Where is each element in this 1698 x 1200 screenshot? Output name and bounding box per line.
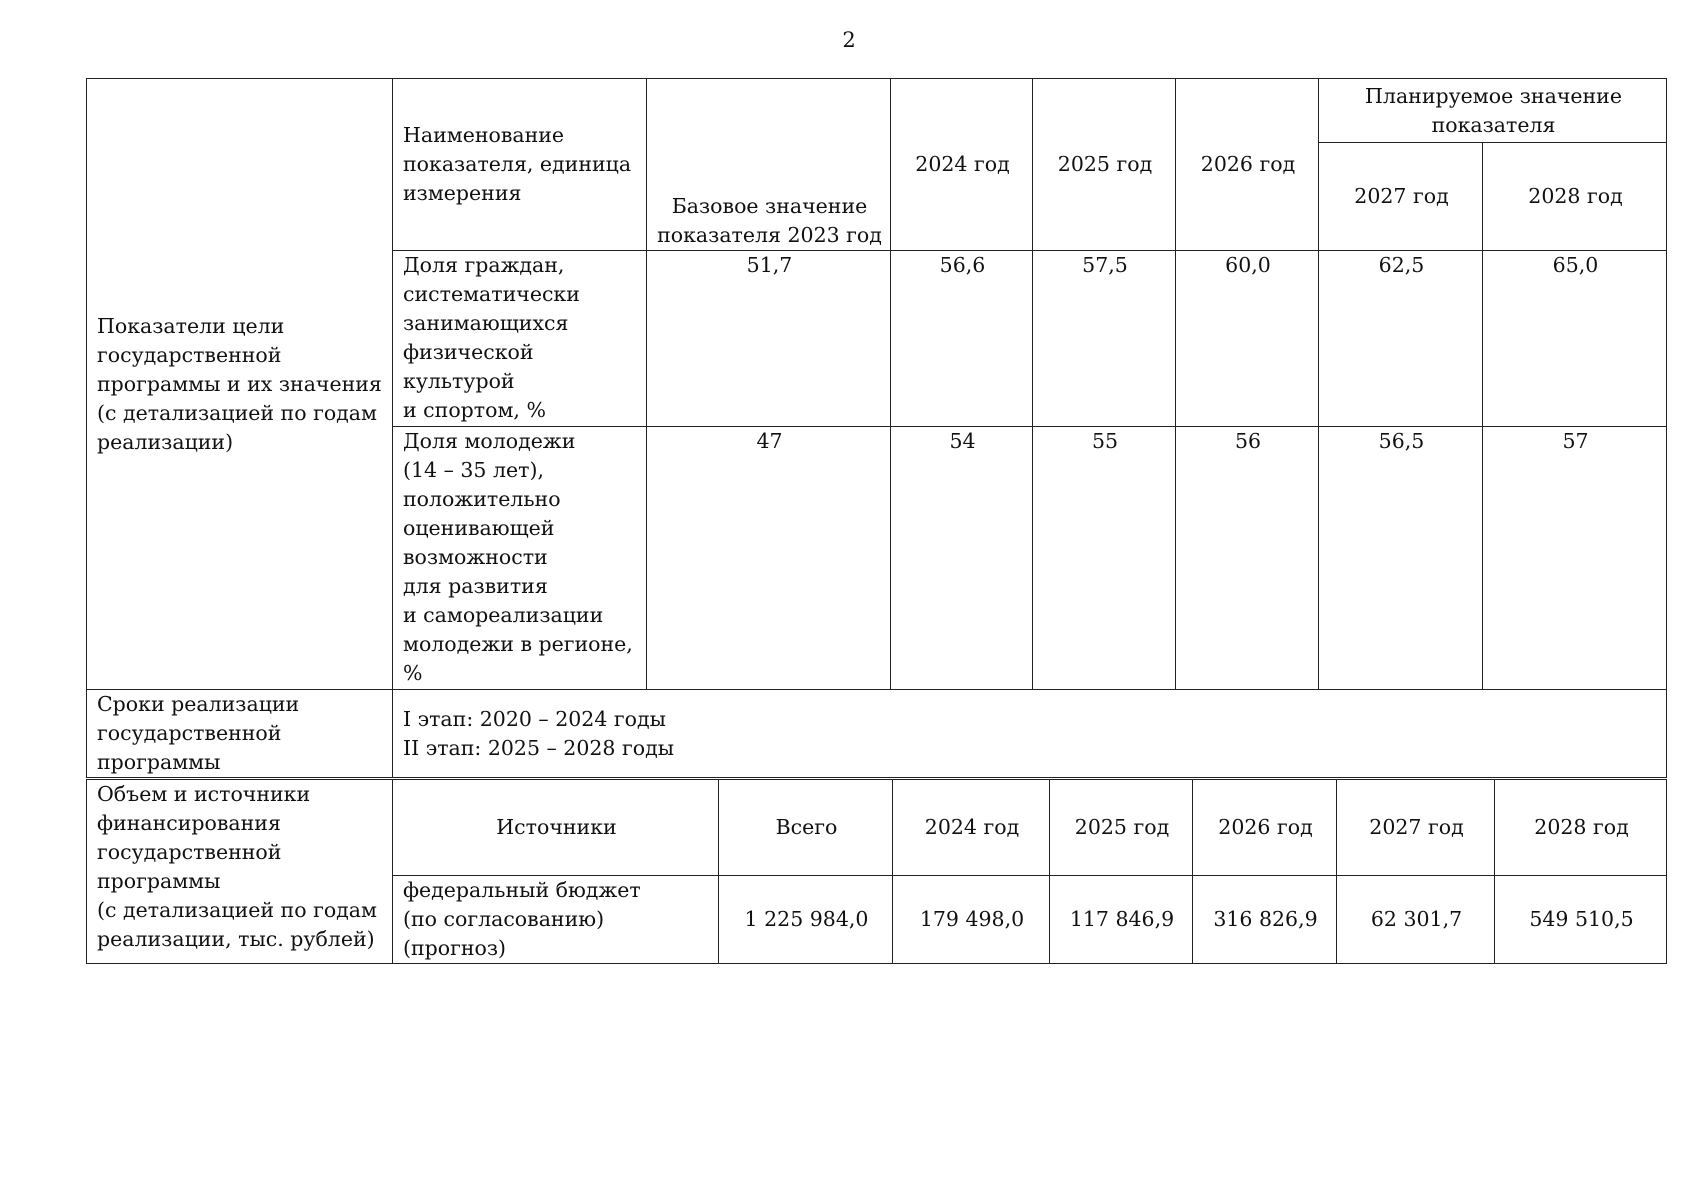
financing-value-2026: 316 826,9 (1193, 876, 1337, 964)
financing-value-2027: 62 301,7 (1337, 876, 1495, 964)
indicators-table (86, 78, 1667, 778)
financing-total: 1 225 984,0 (719, 876, 893, 964)
indicator-value-2028: 65,0 (1483, 251, 1667, 427)
financing-header-2026: 2026 год (1193, 780, 1337, 876)
stage-1: I этап: 2020 – 2024 годы (403, 706, 666, 731)
timeline-row (87, 690, 1667, 778)
financing-header-2027: 2027 год (1337, 780, 1495, 876)
indicator-name: Доля молодежи (14 – 35 лет), положительно оценивающей возможности для развития и самореализации молодежи в регионе, % (393, 427, 647, 690)
financing-source: федеральный бюджет (по согласованию) (прогноз) (393, 876, 719, 964)
header-2026: 2026 год (1176, 79, 1319, 251)
header-2028: 2028 год (1483, 143, 1667, 251)
indicator-value-2027: 62,5 (1319, 251, 1483, 427)
financing-value-2025: 117 846,9 (1050, 876, 1193, 964)
header-planned-value: Планируемое значение показателя (1319, 79, 1667, 143)
indicator-base-value: 47 (647, 427, 891, 690)
indicators-section-label: Показатели цели государственной программы и их значения (с детализацией по годам реализации) (87, 79, 393, 690)
indicator-value-2024: 56,6 (891, 251, 1033, 427)
financing-value-2024: 179 498,0 (893, 876, 1050, 964)
header-total: Всего (719, 780, 893, 876)
header-indicator-name: Наименование показателя, единица измерения (393, 79, 647, 251)
indicator-name: Доля граждан, систематически занимающихся физической культурой и спортом, % (393, 251, 647, 427)
financing-header-2025: 2025 год (1050, 780, 1193, 876)
financing-label: Объем и источники финансирования государственной программы (с детализацией по годам реализации, тыс. рублей) (87, 780, 393, 964)
page-number: 2 (842, 28, 856, 52)
stage-2: II этап: 2025 – 2028 годы (403, 735, 675, 760)
financing-header-2024: 2024 год (893, 780, 1050, 876)
financing-header-2028: 2028 год (1495, 780, 1667, 876)
header-2024: 2024 год (891, 79, 1033, 251)
financing-value-2028: 549 510,5 (1495, 876, 1667, 964)
header-base-value: Базовое значение показателя 2023 год (647, 79, 891, 251)
header-2027: 2027 год (1319, 143, 1483, 251)
header-2025: 2025 год (1033, 79, 1176, 251)
financing-table (86, 779, 1667, 964)
indicator-value-2025: 57,5 (1033, 251, 1176, 427)
indicator-base-value: 51,7 (647, 251, 891, 427)
timeline-stages (393, 690, 1667, 778)
indicator-value-2026: 60,0 (1176, 251, 1319, 427)
indicator-value-2027: 56,5 (1319, 427, 1483, 690)
header-sources: Источники (393, 780, 719, 876)
timeline-label: Сроки реализации государственной программы (87, 690, 393, 778)
indicator-value-2025: 55 (1033, 427, 1176, 690)
indicator-value-2028: 57 (1483, 427, 1667, 690)
indicator-value-2024: 54 (891, 427, 1033, 690)
indicator-value-2026: 56 (1176, 427, 1319, 690)
